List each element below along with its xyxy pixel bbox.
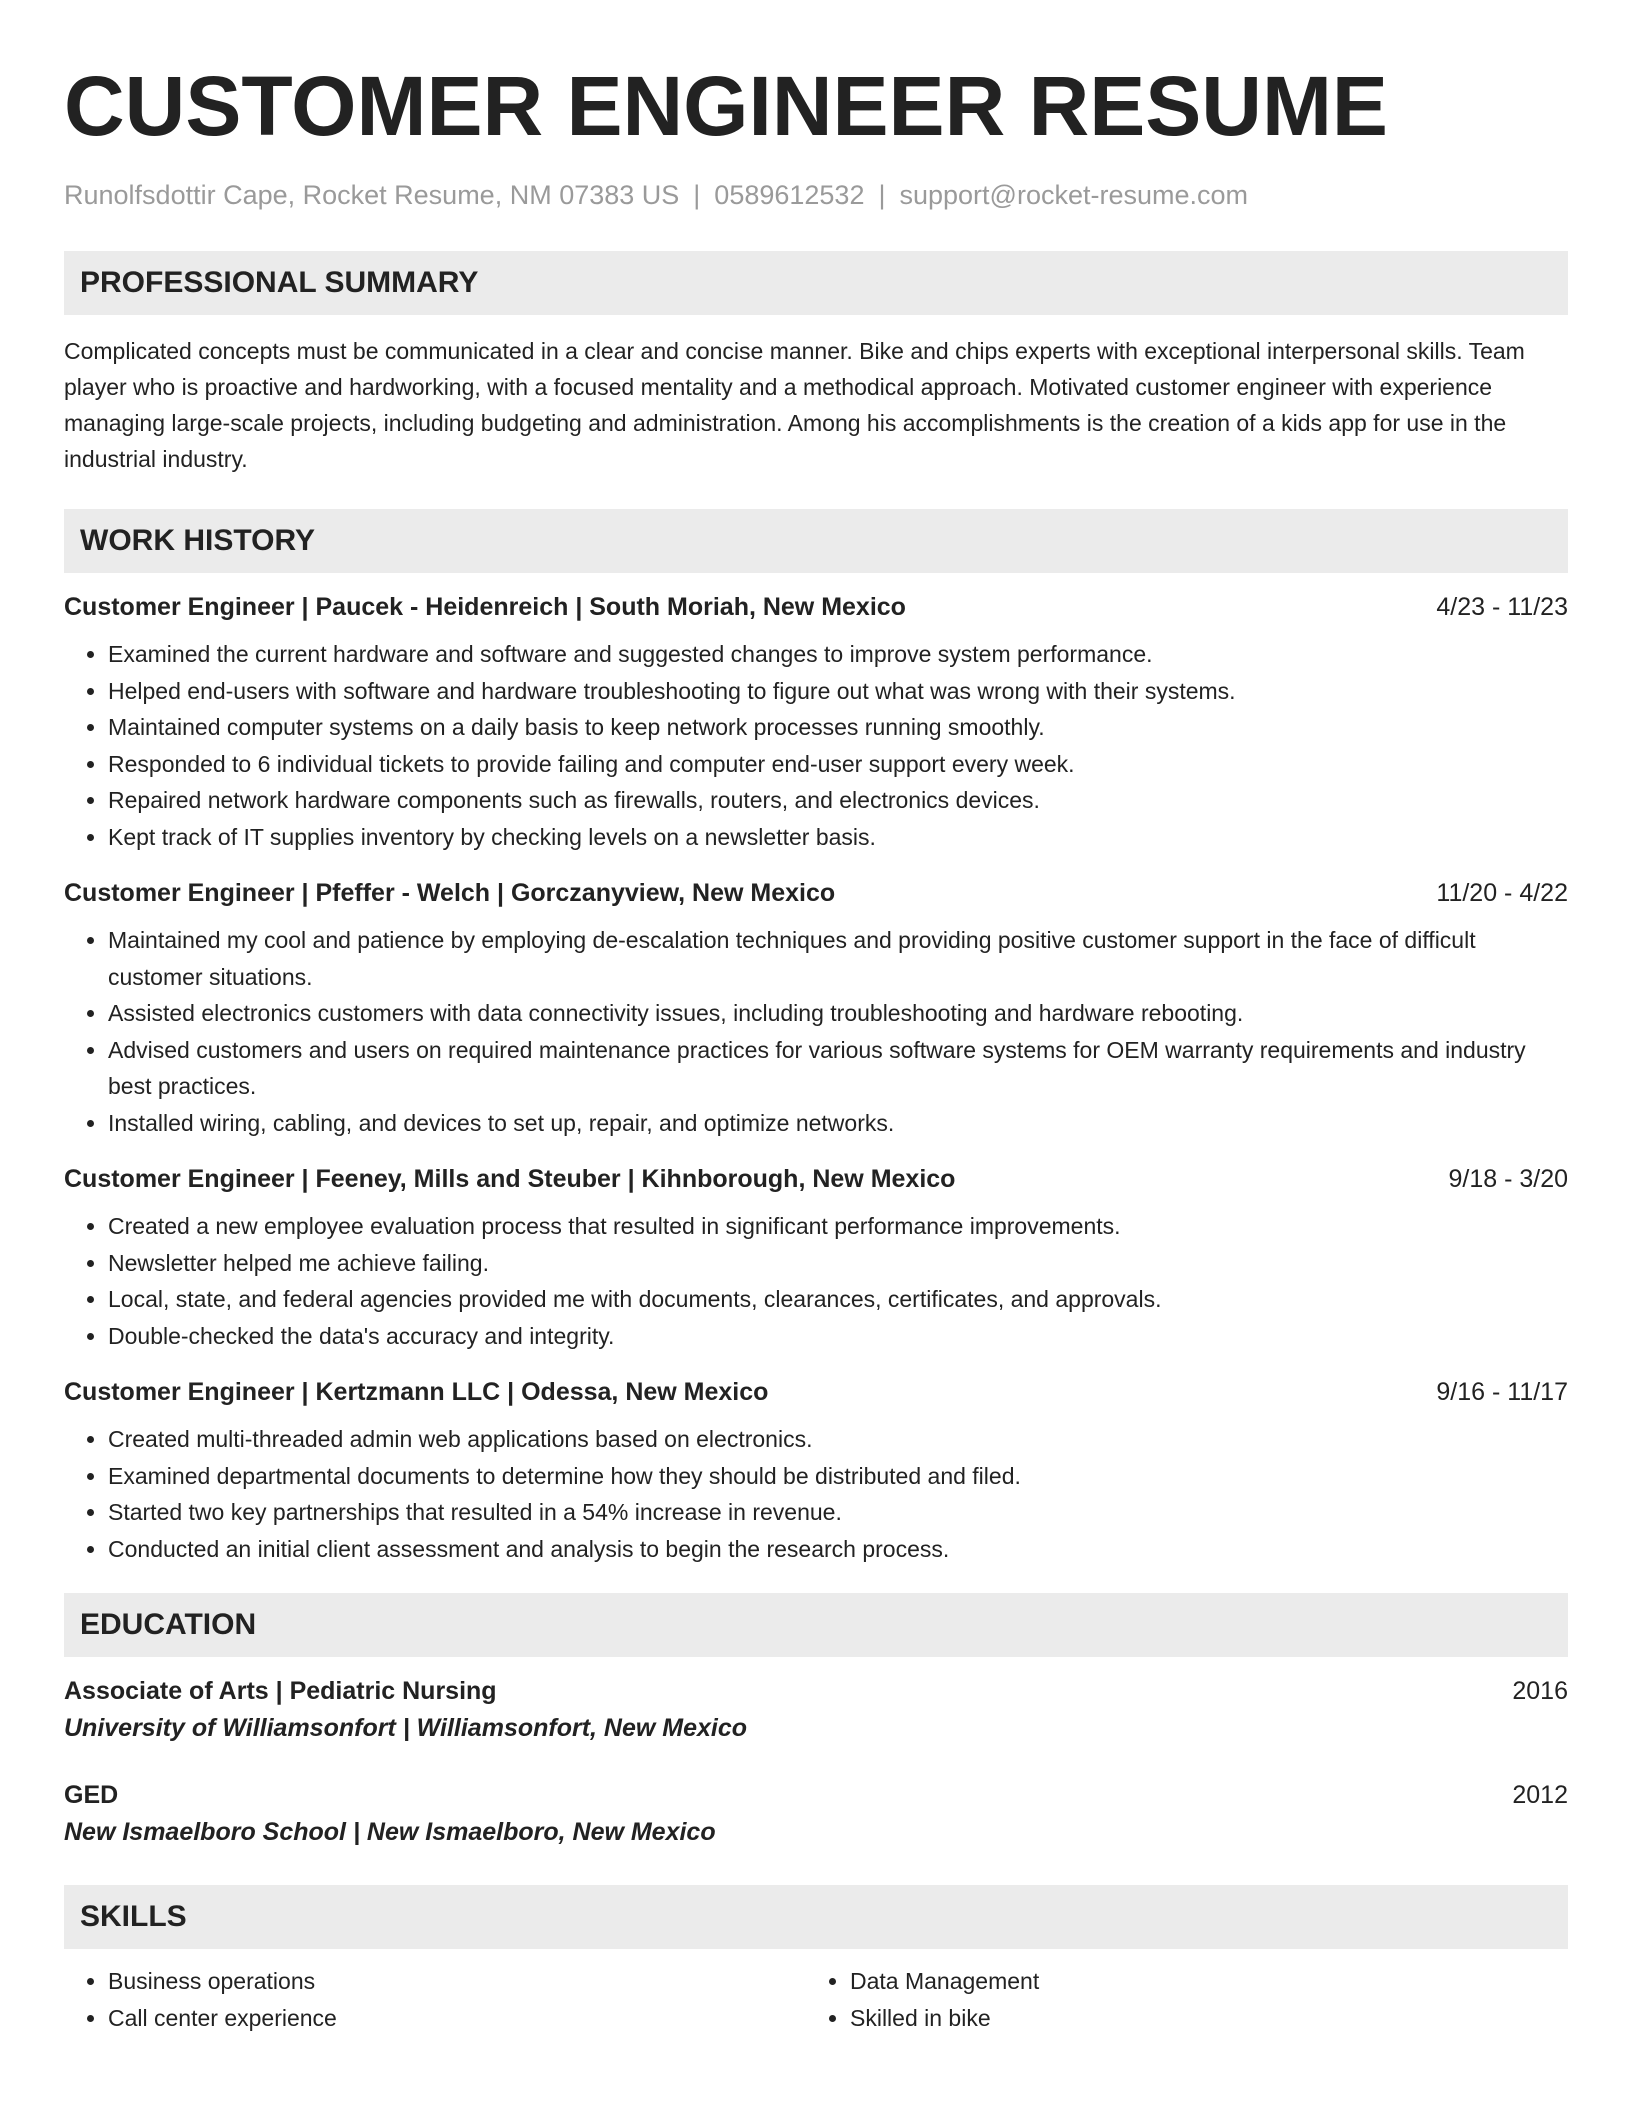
job-header	[64, 1378, 1568, 1407]
job-title: Customer Engineer | Pfeffer - Welch | Gorczanyview, New Mexico	[64, 879, 836, 907]
education-year: 2012	[1512, 1781, 1568, 1809]
job-bullets	[64, 1421, 1568, 1567]
education-entry	[64, 1677, 1568, 1743]
job-bullets	[64, 636, 1568, 855]
skill-item: • Call center experience	[108, 2000, 806, 2037]
list-item: • Kept track of IT supplies inventory by checking levels on a newsletter basis.	[108, 819, 1568, 856]
skill-item: • Skilled in bike	[850, 2000, 1548, 2037]
list-item: • Advised customers and users on required maintenance practices for various software systems for OEM warranty requirements and industry best practices.	[108, 1032, 1568, 1105]
skills-column-right	[806, 1963, 1548, 2036]
job-entry	[64, 1165, 1568, 1354]
list-item: • Double-checked the data's accuracy and integrity.	[108, 1318, 1568, 1355]
list-item: • Installed wiring, cabling, and devices to set up, repair, and optimize networks.	[108, 1105, 1568, 1142]
list-item: • Responded to 6 individual tickets to provide failing and computer end-user support every week.	[108, 746, 1568, 783]
skills-column-left	[64, 1963, 806, 2036]
contact-line	[64, 180, 1568, 211]
list-item: • Maintained my cool and patience by employing de-escalation techniques and providing positive customer support in the face of difficult customer situations.	[108, 922, 1568, 995]
contact-phone: 0589612532	[714, 180, 865, 210]
contact-email: support@rocket-resume.com	[899, 180, 1249, 210]
job-header	[64, 593, 1568, 622]
education-school: New Ismaelboro School | New Ismaelboro, New Mexico	[64, 1818, 716, 1846]
contact-separator: |	[693, 180, 701, 210]
job-dates: 4/23 - 11/23	[1436, 593, 1568, 621]
list-item: • Assisted electronics customers with data connectivity issues, including troubleshooting and hardware rebooting.	[108, 995, 1568, 1032]
education-degree: Associate of Arts | Pediatric Nursing	[64, 1677, 497, 1705]
education-year: 2016	[1512, 1677, 1568, 1705]
section-heading-summary: PROFESSIONAL SUMMARY	[64, 251, 1568, 315]
education-header	[64, 1781, 1568, 1810]
section-heading-education: EDUCATION	[64, 1593, 1568, 1657]
skills-list	[64, 1963, 1568, 2036]
resume-title: CUSTOMER ENGINEER RESUME	[64, 59, 1388, 153]
list-item: • Newsletter helped me achieve failing.	[108, 1245, 1568, 1282]
list-item: • Conducted an initial client assessment and analysis to begin the research process.	[108, 1531, 1568, 1568]
summary-text: Complicated concepts must be communicated in a clear and concise manner. Bike and chips experts with exceptional interpersonal skills. Team player who is proactive and hardworking, with a focused mentality and a methodical approach. Motivated customer engineer with experience managing large-scale projects, including budgeting and administration. Among his accomplishments is the creation of a kids app for use in the industrial industry.	[64, 338, 1525, 472]
list-item: • Local, state, and federal agencies provided me with documents, clearances, certificates, and approvals.	[108, 1281, 1568, 1318]
list-item: • Helped end-users with software and hardware troubleshooting to figure out what was wrong with their systems.	[108, 673, 1568, 710]
skill-item: • Data Management	[850, 1963, 1548, 2000]
job-header	[64, 1165, 1568, 1194]
job-entry	[64, 1378, 1568, 1567]
list-item: • Examined the current hardware and software and suggested changes to improve system performance.	[108, 636, 1568, 673]
list-item: • Created multi-threaded admin web applications based on electronics.	[108, 1421, 1568, 1458]
section-heading-work-history: WORK HISTORY	[64, 509, 1568, 573]
job-title: Customer Engineer | Paucek - Heidenreich | South Moriah, New Mexico	[64, 593, 906, 621]
job-bullets	[64, 1208, 1568, 1354]
job-title: Customer Engineer | Kertzmann LLC | Odessa, New Mexico	[64, 1378, 769, 1406]
contact-address: Runolfsdottir Cape, Rocket Resume, NM 07383 US	[64, 180, 680, 210]
job-dates: 9/16 - 11/17	[1436, 1378, 1568, 1406]
job-header	[64, 879, 1568, 908]
list-item: • Examined departmental documents to determine how they should be distributed and filed.	[108, 1458, 1568, 1495]
section-heading-skills: SKILLS	[64, 1885, 1568, 1949]
job-bullets	[64, 922, 1568, 1141]
list-item: • Started two key partnerships that resulted in a 54% increase in revenue.	[108, 1494, 1568, 1531]
job-entry	[64, 593, 1568, 855]
education-header	[64, 1677, 1568, 1706]
list-item: • Created a new employee evaluation process that resulted in significant performance improvements.	[108, 1208, 1568, 1245]
education-degree: GED	[64, 1781, 119, 1809]
job-entry	[64, 879, 1568, 1141]
job-dates: 9/18 - 3/20	[1448, 1165, 1568, 1193]
education-entry	[64, 1781, 1568, 1847]
list-item: • Repaired network hardware components such as firewalls, routers, and electronics devices.	[108, 782, 1568, 819]
education-school: University of Williamsonfort | Williamsonfort, New Mexico	[64, 1714, 748, 1742]
list-item: • Maintained computer systems on a daily basis to keep network processes running smoothly.	[108, 709, 1568, 746]
skill-item: • Business operations	[108, 1963, 806, 2000]
job-title: Customer Engineer | Feeney, Mills and Steuber | Kihnborough, New Mexico	[64, 1165, 956, 1193]
job-dates: 11/20 - 4/22	[1436, 879, 1568, 907]
contact-separator: |	[878, 180, 886, 210]
